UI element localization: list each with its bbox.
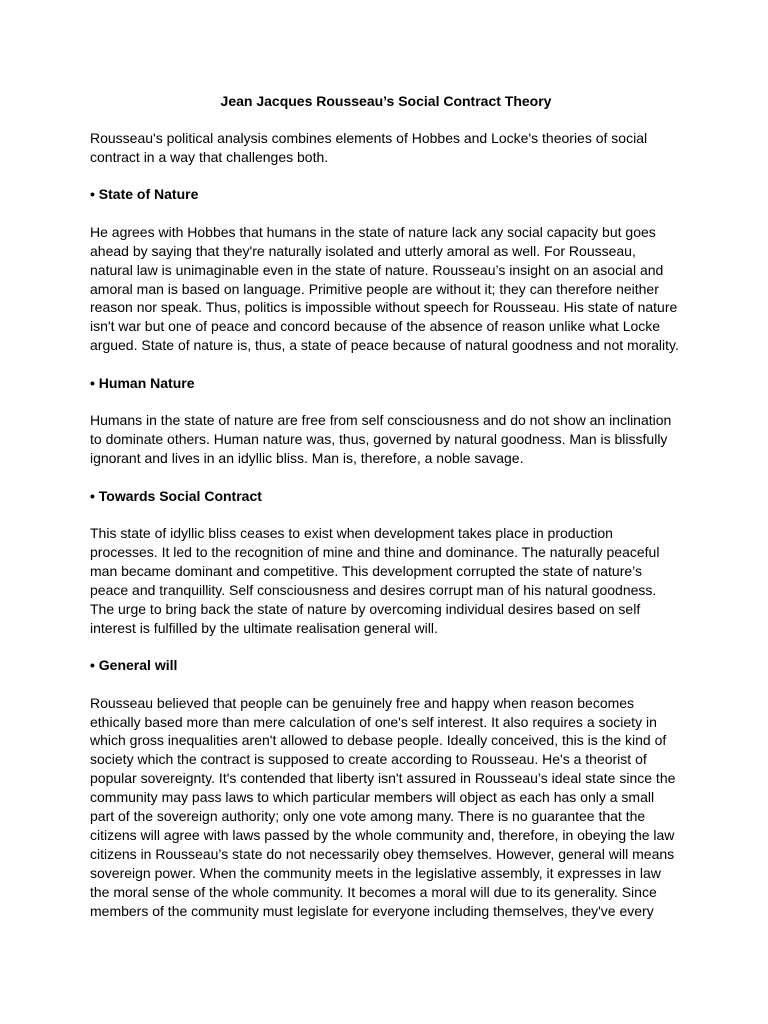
section-heading-human-nature: • Human Nature <box>90 374 195 391</box>
section-heading-towards-social-contract: • Towards Social Contract <box>90 487 262 504</box>
section-body-towards-social-contract: This state of idyllic bliss ceases to exist when development takes place in production processes. It led to the recognition of mine and thine and dominance. The naturally peaceful man became dominant and competitive. This development corrupted the state of nature’s peace and tranquillity. Self consciousness and desires corrupt man of his natural goodness. The urge to bring back the state of nature by overcoming individual desires based on self interest is fulfilled by the ultimate realisation general will. <box>90 525 660 636</box>
section-heading-general-will: • General will <box>90 657 178 674</box>
document-title: Jean Jacques Rousseau’s Social Contract Theory <box>220 93 552 109</box>
section-body-general-will: Rousseau believed that people can be genuinely free and happy when reason becomes ethically based more than mere calculation of one's self interest. It also requires a society in which gross inequalities aren't allowed to debase people. Ideally conceived, this is the kind of society which the contract is supposed to create according to Rousseau. He's a theorist of popular sovereignty. It's contended that liberty isn't assured in Rousseau’s ideal state since the community may pass laws to which particular members will object as each has only a small part of the sovereign authority; only one vote among many. There is no guarantee that the citizens will agree with laws passed by the whole community and, therefore, in obeying the law citizens in Rousseau’s state do not necessarily obey themselves. However, general will means sovereign power. When the community meets in the legislative assembly, it expresses in law the moral sense of the whole community. It becomes a moral will due to its generality. Since members of the community must legislate for everyone including themselves, they've every <box>90 694 676 919</box>
section-heading-state-of-nature: • State of Nature <box>90 186 199 203</box>
section-body-human-nature: Humans in the state of nature are free from self consciousness and do not show an inclination to dominate others. Human nature was, thus, governed by natural goodness. Man is blissfully ignorant and lives in an idyllic bliss. Man is, therefore, a noble savage. <box>90 412 672 467</box>
section-body-state-of-nature: He agrees with Hobbes that humans in the state of nature lack any social capacity but goes ahead by saying that they're naturally isolated and utterly amoral as well. For Rousseau, natural law is unimaginable even in the state of nature. Rousseau’s insight on an asocial and amoral man is based on language. Primitive people are without it; they can therefore neither reason nor speak. Thus, politics is impossible without speech for Rousseau. His state of nature isn't war but one of peace and concord because of the absence of reason unlike what Locke argued. State of nature is, thus, a state of peace because of natural goodness and not morality. <box>90 223 679 354</box>
intro-paragraph: Rousseau's political analysis combines elements of Hobbes and Locke's theories of social contract in a way that challenges both. <box>90 129 648 165</box>
